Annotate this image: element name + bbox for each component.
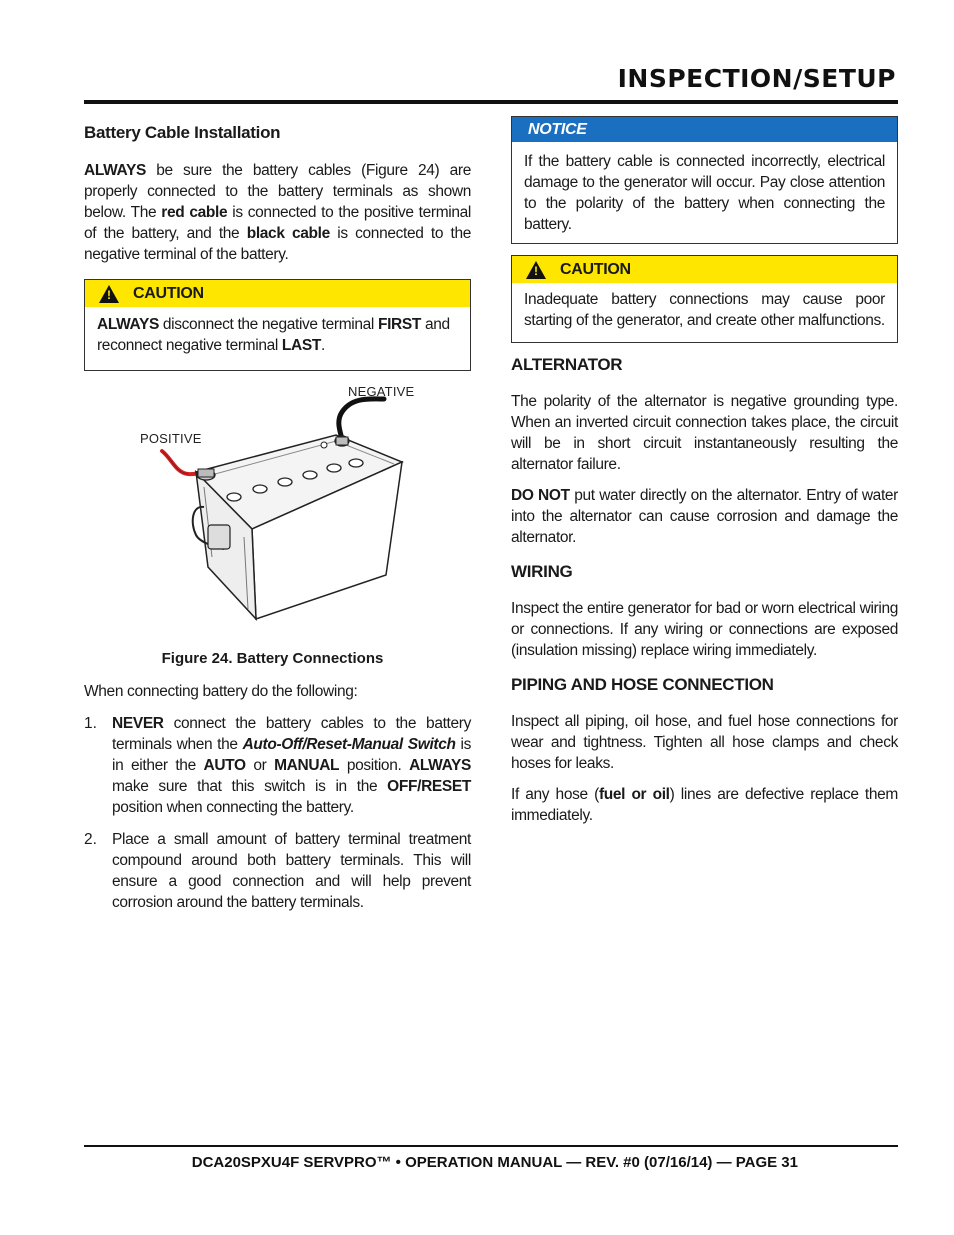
- title-rule: [84, 100, 898, 104]
- alternator-paragraph-2: DO NOT put water directly on the alternator. Entry of water into the alternator can cause corrosion and damage the alternator.: [511, 487, 898, 546]
- battery-figure: [84, 377, 471, 642]
- section-heading-wiring: WIRING: [511, 562, 573, 581]
- negative-label: NEGATIVE: [348, 384, 415, 399]
- battery-illustration: [84, 377, 471, 642]
- section-heading-battery-cable: Battery Cable Installation: [84, 123, 281, 142]
- caution-header: [512, 256, 897, 283]
- caution-box-connections: [511, 255, 898, 343]
- warning-triangle-icon: !: [99, 285, 119, 303]
- notice-box: [511, 116, 898, 244]
- caution-text: Inadequate battery connections may cause poor starting of the generator, and create other malfunctions.: [524, 291, 885, 329]
- page-title: INSPECTION/SETUP: [617, 64, 896, 93]
- steps-list: [84, 713, 471, 913]
- positive-label: POSITIVE: [140, 431, 202, 446]
- figure-caption: Figure 24. Battery Connections: [161, 650, 384, 667]
- steps-intro: When connecting battery do the following:: [84, 683, 358, 700]
- page-footer: DCA20SPXU4F SERVPRO™ • OPERATION MANUAL — REV. #0 (07/16/14) — PAGE 31: [191, 1154, 798, 1171]
- caution-label: CAUTION: [560, 260, 631, 278]
- warning-triangle-icon: !: [526, 261, 546, 279]
- notice-header: NOTICE: [512, 117, 897, 142]
- piping-paragraph-1: Inspect all piping, oil hose, and fuel hose connections for wear and tightness. Tighten all hose clamps and check hoses for leaks.: [511, 713, 898, 772]
- alternator-paragraph-1: The polarity of the alternator is negative grounding type. When an inverted circuit connection takes place, the circuit will be in short circuit instantaneously resulting the alternator failure.: [511, 393, 898, 473]
- left-column: [84, 120, 471, 913]
- caution-label: CAUTION: [133, 284, 204, 302]
- battery-cable-intro: ALWAYS be sure the battery cables (Figure 24) are properly connected to the battery terminals as shown below. The red cable is connected to the positive terminal of the battery, and the black cable is connected to the negative terminal of the battery.: [84, 162, 471, 263]
- section-heading-piping: PIPING AND HOSE CONNECTION: [511, 675, 774, 694]
- section-heading-alternator: ALTERNATOR: [511, 355, 623, 374]
- caution-box-disconnect: [84, 279, 471, 371]
- list-item: 2. Place a small amount of battery terminal treatment compound around both battery terminals. This will ensure a good connection and will help prevent corrosion around the battery terminals.: [84, 831, 471, 911]
- list-item: 1. NEVER connect the battery cables to the battery terminals when the Auto-Off/Reset-Manual Switch is in either the AUTO or MANUAL position. ALWAYS make sure that this switch is in the OFF/RESET position when connecting the battery.: [84, 715, 472, 816]
- piping-paragraph-2: If any hose (fuel or oil) lines are defective replace them immediately.: [511, 786, 898, 824]
- footer-rule: [84, 1145, 898, 1147]
- wiring-paragraph: Inspect the entire generator for bad or worn electrical wiring or connections. If any wiring or connections are exposed (insulation missing) replace wiring immediately.: [511, 600, 898, 659]
- right-column: [511, 116, 898, 826]
- notice-text: If the battery cable is connected incorrectly, electrical damage to the generator will occur. Pay close attention to the polarity of the battery when connecting the battery.: [524, 153, 885, 233]
- caution-header: [85, 280, 470, 307]
- caution-text: ALWAYS disconnect the negative terminal FIRST and reconnect negative terminal LAST.: [97, 316, 450, 354]
